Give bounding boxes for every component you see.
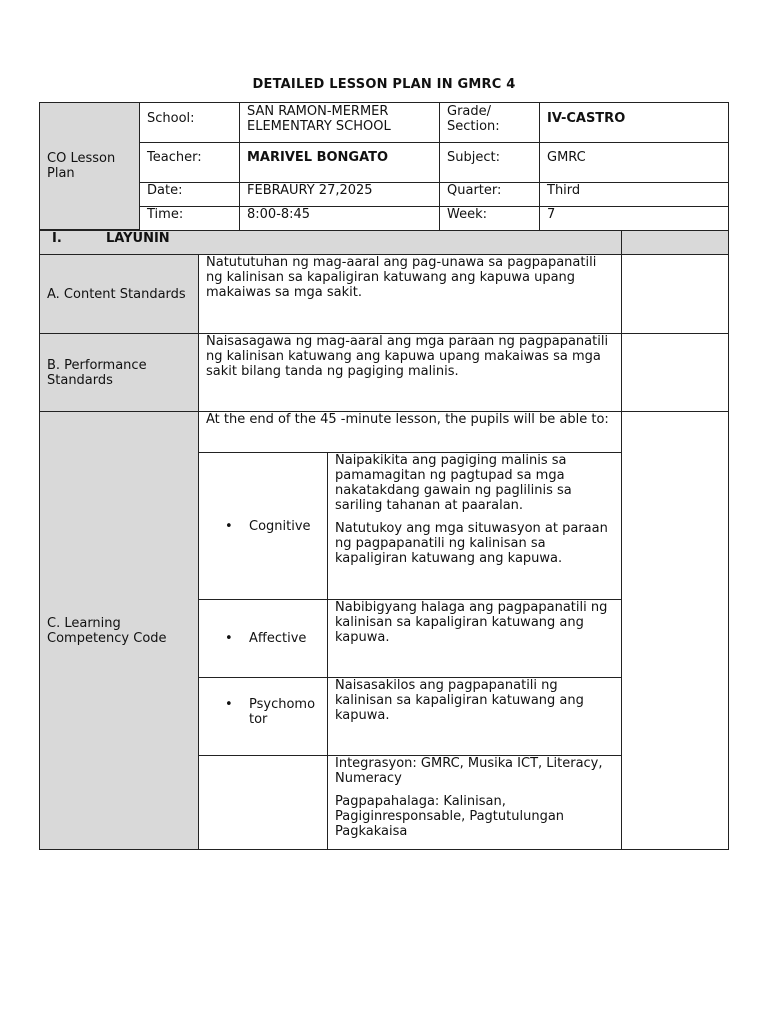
time-label-cell [139, 206, 240, 231]
bullet-icon: • [225, 518, 233, 534]
cognitive-label: Cognitive [249, 518, 311, 534]
grade-label: Grade/ Section: [447, 104, 500, 134]
competency-intro-cell [198, 411, 622, 453]
cognitive-text-cell [327, 452, 622, 600]
time-value-cell [239, 206, 440, 231]
competency-extra [621, 411, 729, 850]
cognitive-text-1: Naipakikita ang pagiging malinis sa pamamagitan ng pagtupad sa mga nakatakdang gawain ng paglilinis sa sariling tahanan at paaralan. [335, 453, 572, 513]
affective-text: Nabibigyang halaga ang pagpapanatili ng kalinisan sa kapaligiran katuwang ang kapuwa. [335, 600, 608, 645]
performance-standards-extra [621, 333, 729, 412]
subject-value: GMRC [547, 150, 586, 165]
affective-text-cell [327, 599, 622, 678]
section-number: I. [52, 231, 62, 246]
date-value: FEBRAURY 27,2025 [247, 183, 373, 198]
school-value: SAN RAMON-MERMER ELEMENTARY SCHOOL [247, 104, 391, 134]
subject-label: Subject: [447, 150, 500, 165]
performance-standards-text: Naisasagawa ng mag-aaral ang mga paraan ng pagpapanatili ng kalinisan katuwang ang kapuwa upang makaiwas sa mga sakit bilang tanda ng pagiging malinis. [206, 334, 609, 379]
date-label: Date: [147, 183, 183, 198]
subject-value-cell [539, 142, 729, 183]
psychomotor-label-cell [198, 677, 328, 756]
content-standards-text-cell [198, 254, 622, 334]
plan-type-label: CO Lesson Plan [47, 151, 116, 181]
competency-label-cell [39, 411, 199, 850]
bullet-icon: • [225, 697, 233, 712]
content-standards-label: A. Content Standards [47, 286, 186, 302]
time-value: 8:00-8:45 [247, 207, 311, 222]
teacher-value-cell [239, 142, 440, 183]
cognitive-text-2: Natutukoy ang mga situwasyon at paraan ng pagpapanatili ng kalinisan sa kapaligiran katuwang ang kapuwa. [335, 521, 608, 566]
teacher-label-cell [139, 142, 240, 183]
plan-type-cell [39, 102, 140, 230]
competency-intro: At the end of the 45 -minute lesson, the pupils will be able to: [206, 412, 609, 427]
psychomotor-text-cell [327, 677, 622, 756]
integration-text-cell [327, 755, 622, 850]
performance-standards-text-cell [198, 333, 622, 412]
competency-label: C. Learning Competency Code [47, 615, 167, 646]
affective-label-cell [198, 599, 328, 678]
school-label-cell [139, 102, 240, 143]
psychomotor-label: Psychomo tor [249, 697, 316, 727]
content-standards-extra [621, 254, 729, 334]
grade-value-cell [539, 102, 729, 143]
performance-standards-label-cell [39, 333, 199, 412]
integration-text: Integrasyon: GMRC, Musika ICT, Literacy, Numeracy [335, 756, 603, 786]
section-title: LAYUNIN [106, 231, 170, 246]
teacher-value: MARIVEL BONGATO [247, 150, 389, 165]
date-label-cell [139, 182, 240, 207]
subject-label-cell [439, 142, 540, 183]
grade-label-cell [439, 102, 540, 143]
time-label: Time: [147, 207, 184, 222]
bullet-icon: • [225, 631, 233, 646]
quarter-label-cell [439, 182, 540, 207]
quarter-value: Third [547, 183, 581, 198]
week-label: Week: [447, 207, 487, 222]
psychomotor-text: Naisasakilos ang pagpapanatili ng kalinisan sa kapaligiran katuwang ang kapuwa. [335, 678, 584, 723]
content-standards-text: Natututuhan ng mag-aaral ang pag-unawa sa pagpapanatili ng kalinisan sa kapaligiran katuwang ang kapuwa upang makaiwas sa mga sakit. [206, 255, 597, 300]
week-value: 7 [547, 207, 556, 222]
section-heading [39, 230, 622, 255]
week-label-cell [439, 206, 540, 231]
week-value-cell [539, 206, 729, 231]
performance-standards-label: B. Performance Standards [47, 357, 147, 388]
quarter-label: Quarter: [447, 183, 502, 198]
values-text: Pagpapahalaga: Kalinisan, Pagiginresponsable, Pagtutulungan Pagkakaisa [335, 794, 565, 839]
school-label: School: [147, 111, 195, 126]
section-heading-extra [621, 230, 729, 255]
content-standards-label-cell [39, 254, 199, 334]
affective-label: Affective [249, 631, 307, 646]
date-value-cell [239, 182, 440, 207]
grade-value: IV-CASTRO [547, 111, 626, 126]
school-value-cell [239, 102, 440, 143]
cognitive-label-cell [198, 452, 328, 600]
quarter-value-cell [539, 182, 729, 207]
document-title: DETAILED LESSON PLAN IN GMRC 4 [252, 77, 516, 92]
integration-blank-cell [198, 755, 328, 850]
teacher-label: Teacher: [147, 150, 202, 165]
